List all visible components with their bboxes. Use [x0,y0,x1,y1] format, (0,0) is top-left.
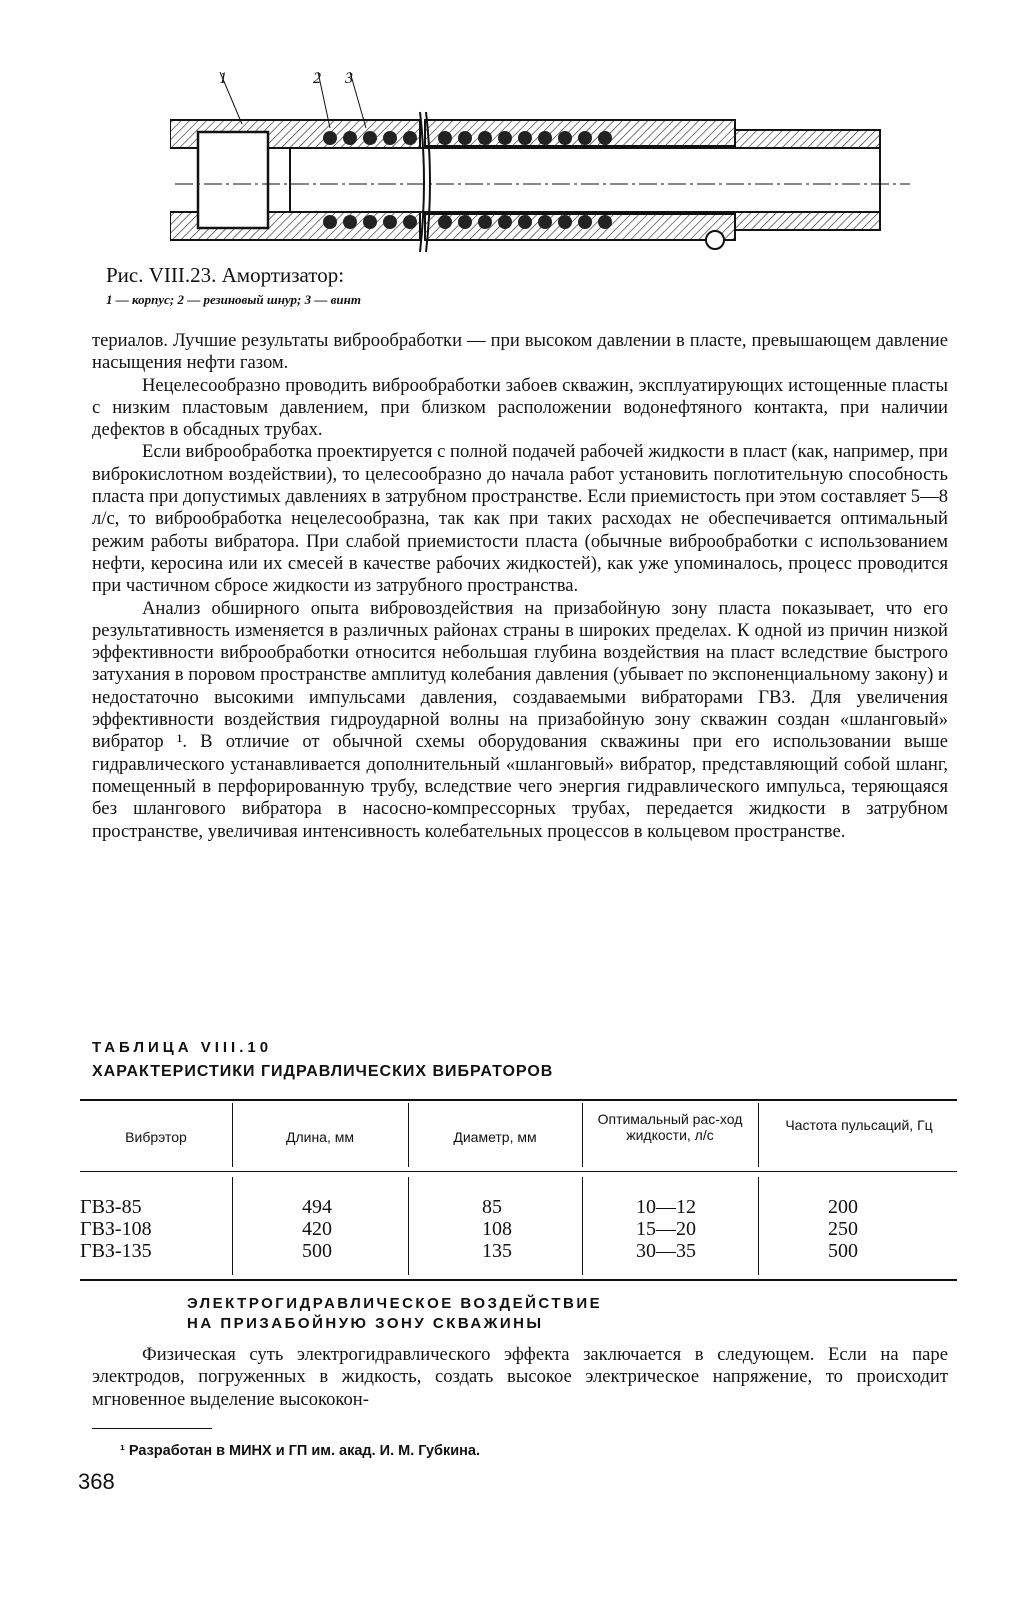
cell-length-3: 500 [302,1240,332,1262]
paragraph-3: Если виброобработка проектируется с полной подачей рабочей жидкости в пласт (как, например, при виброкислотном воздействии), то целесообразно до начала работ установить поглотительную способность пласта при допустимых давлениях в затрубном пространстве. Если приемистость при этом составляет 5—8 л/с, то виброобработка нецелесообразна, так как при таких расходах не обеспечивается оптимальный режим работы вибратора. При слабой приемистости пласта (обычные виброобработки с использованием нефти, керосина или их смесей в качестве рабочих жидкостей), как уже упоминалось, процесс проводится при частичном сбросе жидкости из затрубного пространства. [92,441,948,597]
figure-legend: 1 — корпус; 2 — резиновый шнур; 3 — винт [106,292,361,307]
shock-absorber-figure [170,72,915,262]
col-flow [636,1196,696,1262]
section-paragraph: Физическая суть электрогидравлического эффекта заключается в следующем. Если на паре электродов, погруженных в жидкость, создать высокое электрическое напряжение, то происходит мгновенное выделение высококон- [92,1344,948,1410]
cell-flow-1: 10—12 [636,1196,696,1218]
col-vibrator [80,1196,152,1262]
table-title: ХАРАКТЕРИСТИКИ ГИДРАВЛИЧЕСКИХ ВИБРАТОРОВ [92,1063,554,1080]
header-flow: Оптимальный рас-ход жидкости, л/с [597,1111,743,1143]
cell-flow-3: 30—35 [636,1240,696,1262]
callout-3: 3 [345,70,353,87]
col-length [302,1196,332,1262]
footnote: ¹ Разработан в МИНХ и ГП им. акад. И. М. Губкина. [120,1443,481,1459]
paragraph-4: Анализ обширного опыта вибровоздействия на призабойную зону пласта показывает, что его результативность изменяется в различных районах страны в широких пределах. К одной из причин низкой эффективности виброобработки относится небольшая глубина воздействия на пласт вследствие быстрого затухания в поровом пространстве амплитуд колебания давления (убывает по экспоненциальному закону) и недостаточно высокими импульсами давления, создаваемыми вибраторами ГВЗ. Для увеличения эффективности воздействия гидроударной волны на призабойную зону скважин создан «шланговый» вибратор ¹. В отличие от обычной схемы оборудования скважины при его использовании выше гидравлического устанавливается дополнительный «шланговый» вибратор, представляющий собой шланг, помещенный в перфорированную трубу, вследствие чего энергия гидравлического импульса, теряющаяся без шлангового вибратора в насосно-компрессорных трубах, передается жидкости в затрубном пространстве, увеличивая интенсивность колебательных процессов в кольцевом пространстве. [92,597,948,842]
table-bottom-rule [80,1279,957,1281]
figure-caption: Рис. VIII.23. Амортизатор: [106,263,345,287]
table-header-rule [80,1171,957,1172]
cell-vibrator-2: ГВЗ-108 [80,1218,152,1240]
paragraph-1: териалов. Лучшие результаты виброобработки — при высоком давлении в пласте, превышающем давление насыщения нефти газом. [92,330,948,374]
cell-diameter-1: 85 [482,1196,502,1218]
body-text [92,330,948,843]
header-frequency: Частота пульсаций, Гц [785,1117,933,1133]
section-title-line-1: ЭЛЕКТРОГИДРАВЛИЧЕСКОЕ ВОЗДЕЙСТВИЕ [187,1295,603,1312]
footnote-rule [92,1428,212,1429]
page-number: 368 [78,1469,115,1494]
col-frequency [828,1196,858,1262]
paragraph-2: Нецелесообразно проводить виброобработки забоев скважин, эксплуатирующих истощенные пласты с низким пластовым давлением, при близком расположении водонефтяного контакта, при наличии дефектов в обсадных трубах. [92,374,948,441]
callout-2: 2 [313,70,321,87]
table-caption: ТАБЛИЦА VIII.10 [92,1039,273,1056]
table-top-rule [80,1099,957,1101]
cell-length-2: 420 [302,1218,332,1240]
cell-frequency-3: 500 [828,1240,858,1262]
callout-1: 1 [219,70,227,87]
cell-vibrator-3: ГВЗ-135 [80,1240,152,1262]
cell-length-1: 494 [302,1196,332,1218]
cell-flow-2: 15—20 [636,1218,696,1240]
figure-callouts [205,70,385,94]
header-diameter: Диаметр, мм [453,1129,537,1145]
header-vibrator: Вибрэтор [125,1129,187,1145]
col-diameter [482,1196,512,1262]
shock-absorber-drawing [170,72,915,262]
cell-frequency-1: 200 [828,1196,858,1218]
section-title-line-2: НА ПРИЗАБОЙНУЮ ЗОНУ СКВАЖИНЫ [187,1315,544,1332]
cell-diameter-2: 108 [482,1218,512,1240]
header-length: Длина, мм [285,1129,355,1145]
cell-frequency-2: 250 [828,1218,858,1240]
cell-vibrator-1: ГВЗ-85 [80,1196,142,1218]
cell-diameter-3: 135 [482,1240,512,1262]
